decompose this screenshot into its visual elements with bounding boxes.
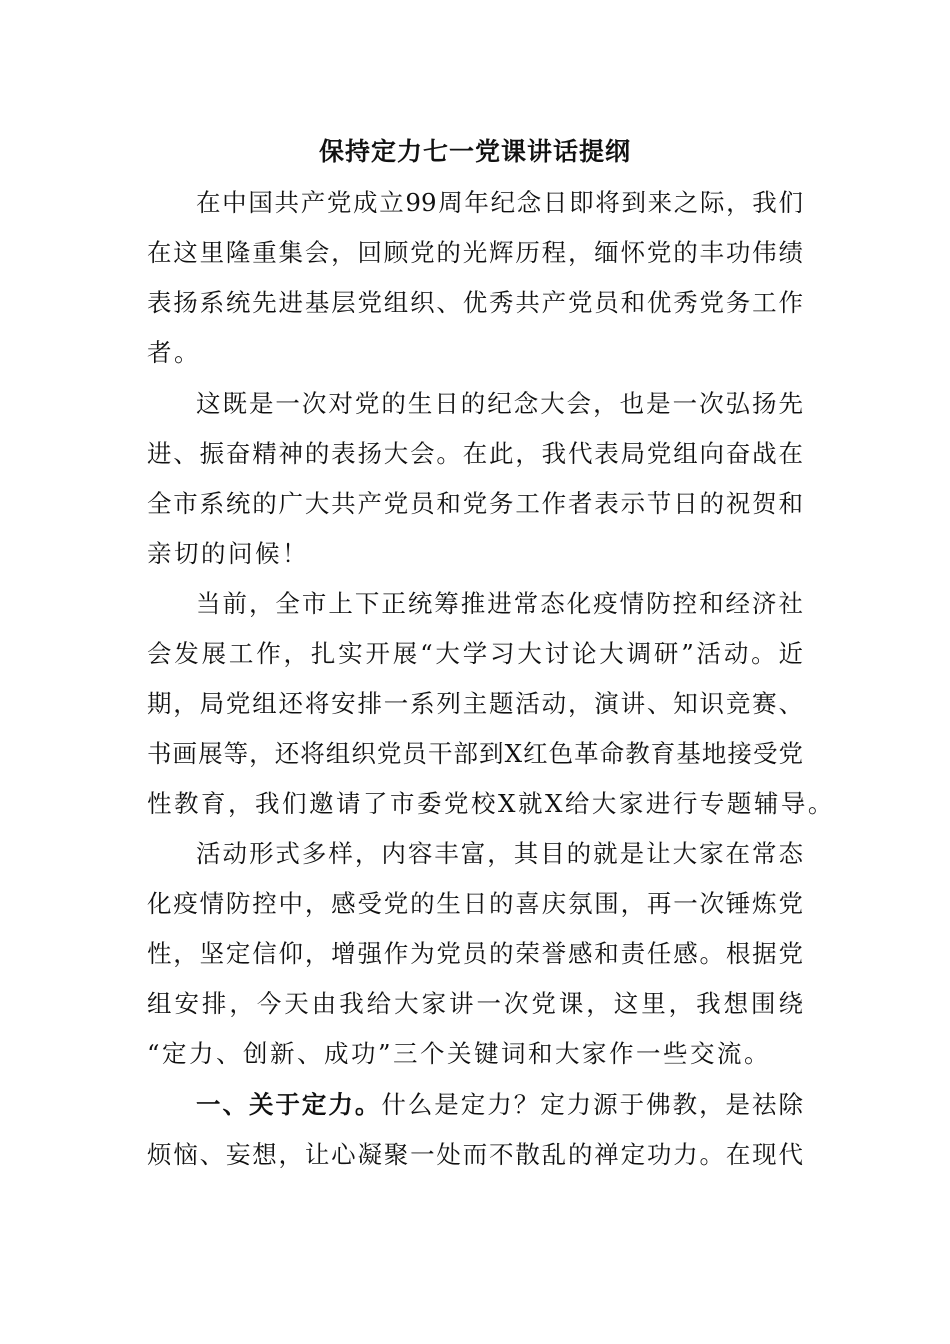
paragraph-2-line-4: 亲切的问候！	[147, 539, 309, 568]
paragraph-3-line-2: 会发展工作，扎实开展“大学习大讨论大调研”活动。近	[147, 639, 803, 668]
paragraph-1-line-2: 在这里隆重集会，回顾党的光辉历程，缅怀党的丰功伟绩	[147, 238, 803, 267]
paragraph-3-line-4: 书画展等，还将组织党员干部到X红色革命教育基地接受党	[147, 739, 803, 768]
paragraph-3-line-5: 性教育，我们邀请了市委党校X就X给大家进行专题辅导。	[147, 789, 835, 818]
paragraph-1-line-3: 表扬系统先进基层党组织、优秀共产党员和优秀党务工作	[147, 288, 803, 317]
paragraph-3-line-3: 期，局党组还将安排一系列主题活动，演讲、知识竞赛、	[147, 689, 803, 718]
paragraph-2-line-2: 进、振奋精神的表扬大会。在此，我代表局党组向奋战在	[147, 439, 803, 468]
paragraph-5-line-1	[196, 1080, 803, 1130]
paragraph-1-line-1: 在中国共产党成立99周年纪念日即将到来之际，我们	[196, 188, 803, 217]
paragraph-1-line-4: 者。	[147, 338, 201, 367]
paragraph-4-line-2: 化疫情防控中，感受党的生日的喜庆氛围，再一次锤炼党	[147, 889, 803, 918]
section-heading-continuation: 什么是定力？定力源于佛教，是祛除	[381, 1090, 804, 1119]
paragraph-4-line-4: 组安排，今天由我给大家讲一次党课，这里，我想围绕	[147, 989, 803, 1018]
paragraph-4-line-5: “定力、创新、成功”三个关键词和大家作一些交流。	[147, 1039, 772, 1068]
document-title: 保持定力七一党课讲话提纲	[318, 137, 631, 166]
paragraph-2-line-1: 这既是一次对党的生日的纪念大会，也是一次弘扬先	[196, 389, 803, 418]
paragraph-3-line-1: 当前，全市上下正统筹推进常态化疫情防控和经济社	[196, 589, 803, 618]
section-heading: 一、关于定力。	[196, 1090, 382, 1119]
paragraph-4-line-3: 性，坚定信仰，增强作为党员的荣誉感和责任感。根据党	[147, 939, 803, 968]
paragraph-2-line-3: 全市系统的广大共产党员和党务工作者表示节日的祝贺和	[147, 489, 803, 518]
paragraph-5-line-2: 烦恼、妄想，让心凝聚一处而不散乱的禅定功力。在现代	[147, 1140, 803, 1169]
paragraph-4-line-1: 活动形式多样，内容丰富，其目的就是让大家在常态	[196, 839, 803, 868]
